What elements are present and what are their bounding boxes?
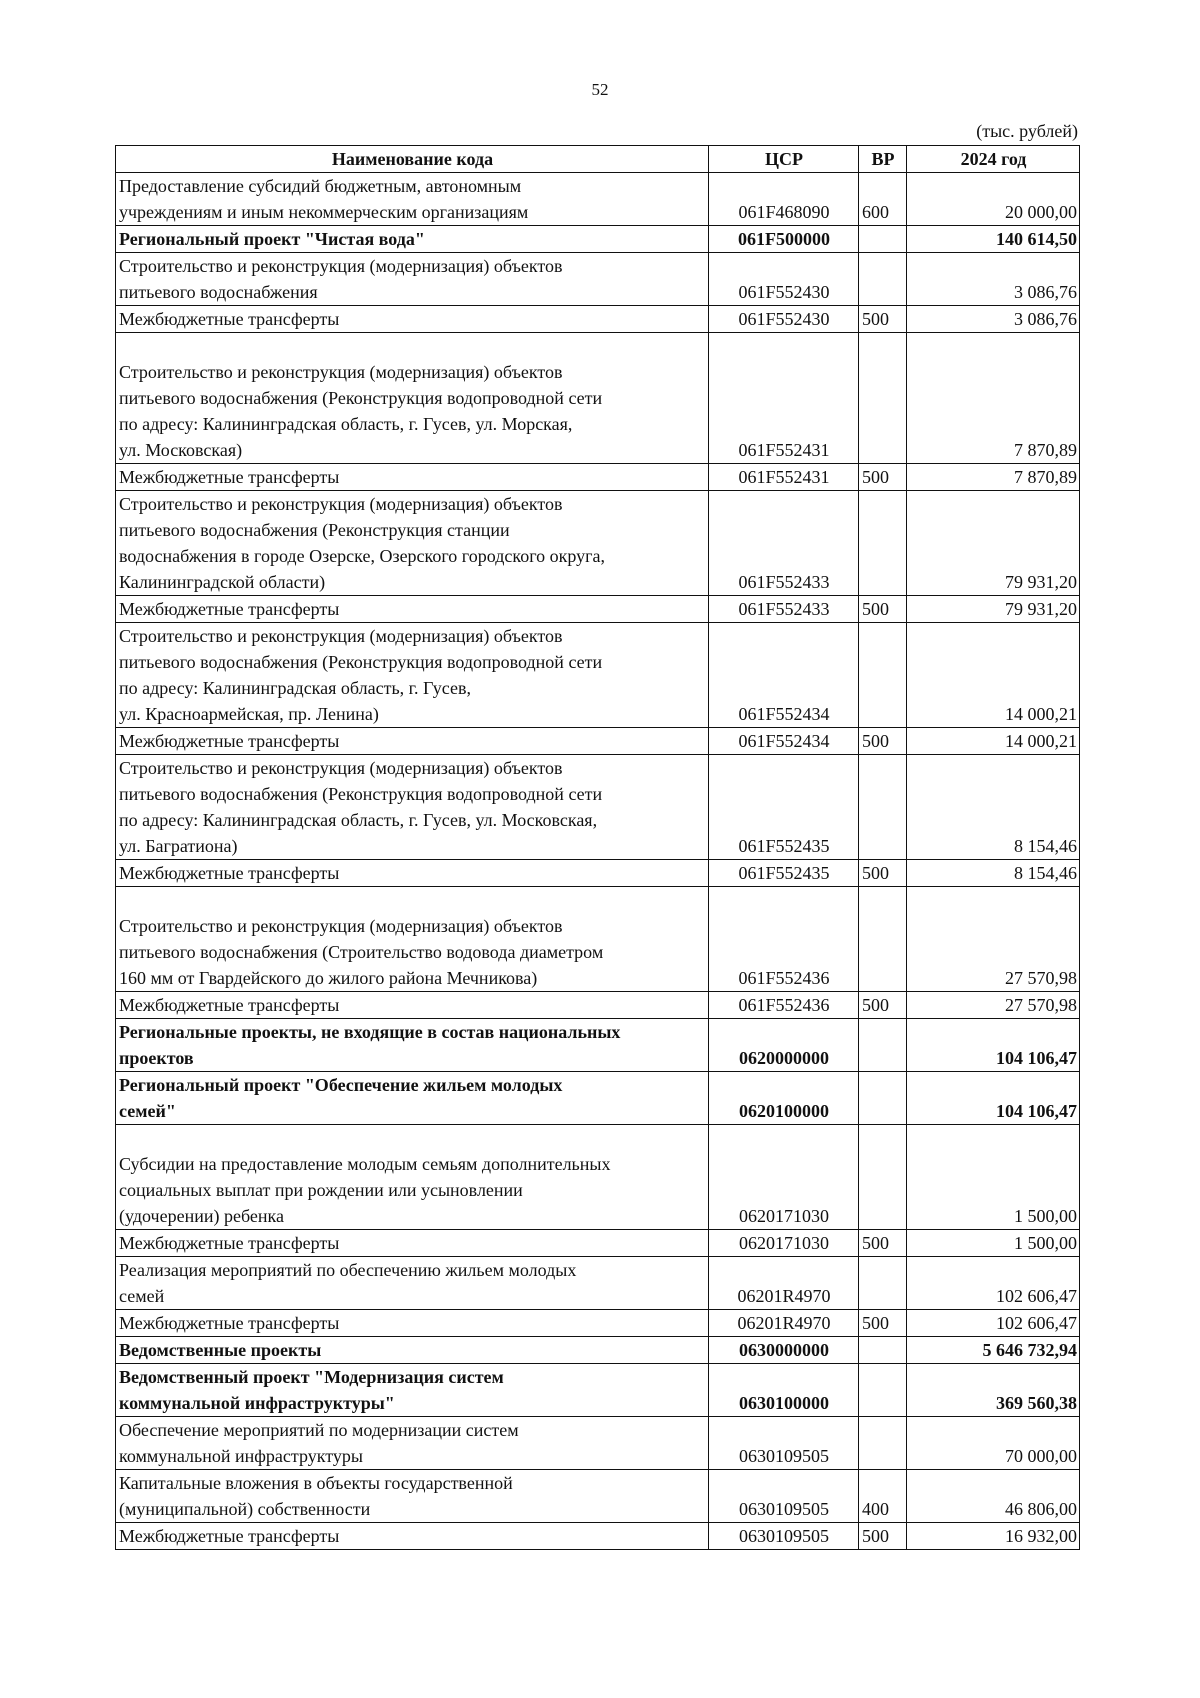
header-sum: 2024 год [907, 146, 1080, 173]
cell-vr [859, 253, 907, 306]
cell-name-line: (удочерении) ребенка [119, 1206, 284, 1226]
cell-name [116, 1337, 709, 1364]
cell-csr: 061F552434 [709, 623, 859, 728]
cell-name-line: Региональные проекты, не входящие в состав национальных [119, 1022, 621, 1042]
cell-csr: 061F468090 [709, 173, 859, 226]
table-row [116, 623, 1080, 728]
cell-sum: 79 931,20 [907, 491, 1080, 596]
cell-name-line: питьевого водоснабжения (Строительство водовода диаметром [119, 942, 604, 962]
cell-csr: 061F552433 [709, 596, 859, 623]
cell-name [116, 1417, 709, 1470]
cell-sum: 5 646 732,94 [907, 1337, 1080, 1364]
cell-sum: 7 870,89 [907, 333, 1080, 464]
cell-name-line: Капитальные вложения в объекты государственной [119, 1473, 513, 1493]
cell-name-line: Обеспечение мероприятий по модернизации систем [119, 1420, 519, 1440]
header-csr: ЦСР [709, 146, 859, 173]
cell-vr [859, 1417, 907, 1470]
cell-name-line: питьевого водоснабжения [119, 282, 318, 302]
budget-table [115, 145, 1080, 1550]
cell-csr: 061F552436 [709, 887, 859, 992]
units-note: (тыс. рублей) [976, 121, 1078, 141]
cell-name [116, 755, 709, 860]
cell-sum: 102 606,47 [907, 1257, 1080, 1310]
cell-csr: 06201R4970 [709, 1310, 859, 1337]
cell-name-line: Межбюджетные трансферты [119, 1526, 340, 1546]
cell-name [116, 1523, 709, 1550]
cell-name-line: Строительство и реконструкция (модернизация) объектов [119, 494, 563, 514]
cell-name [116, 860, 709, 887]
cell-name [116, 253, 709, 306]
cell-name-line: Ведомственные проекты [119, 1340, 322, 1360]
cell-name-line [119, 1125, 706, 1151]
table-row [116, 992, 1080, 1019]
cell-name-line: Строительство и реконструкция (модернизация) объектов [119, 626, 563, 646]
cell-csr: 0630109505 [709, 1523, 859, 1550]
cell-sum: 3 086,76 [907, 253, 1080, 306]
table-row [116, 1125, 1080, 1230]
cell-name [116, 887, 709, 992]
cell-name-line [119, 887, 706, 913]
cell-name-line: коммунальной инфраструктуры" [119, 1393, 395, 1413]
cell-csr: 06201R4970 [709, 1257, 859, 1310]
cell-name-line: по адресу: Калининградская область, г. Гусев, ул. Московская, [119, 810, 598, 830]
cell-vr: 500 [859, 306, 907, 333]
cell-name-line: социальных выплат при рождении или усыновлении [119, 1180, 523, 1200]
table-row [116, 1417, 1080, 1470]
cell-name [116, 1019, 709, 1072]
cell-name-line: Межбюджетные трансферты [119, 995, 340, 1015]
cell-csr: 061F552433 [709, 491, 859, 596]
cell-csr: 0620100000 [709, 1072, 859, 1125]
cell-name [116, 623, 709, 728]
cell-name-line: коммунальной инфраструктуры [119, 1446, 363, 1466]
cell-csr: 0630109505 [709, 1417, 859, 1470]
cell-vr [859, 226, 907, 253]
cell-csr: 061F500000 [709, 226, 859, 253]
cell-name-line: питьевого водоснабжения (Реконструкция станции [119, 520, 510, 540]
table-row [116, 333, 1080, 464]
cell-sum: 27 570,98 [907, 887, 1080, 992]
cell-vr [859, 887, 907, 992]
cell-csr: 061F552435 [709, 755, 859, 860]
cell-sum: 369 560,38 [907, 1364, 1080, 1417]
cell-name-line: Строительство и реконструкция (модернизация) объектов [119, 916, 563, 936]
cell-name-line: семей [119, 1286, 165, 1306]
cell-name-line: питьевого водоснабжения (Реконструкция водопроводной сети [119, 784, 603, 804]
table-row [116, 464, 1080, 491]
cell-vr: 500 [859, 728, 907, 755]
cell-name [116, 1072, 709, 1125]
cell-name [116, 333, 709, 464]
cell-sum: 1 500,00 [907, 1230, 1080, 1257]
cell-name [116, 464, 709, 491]
cell-name-line: учреждениям и иным некоммерческим организациям [119, 202, 529, 222]
cell-name-line: Региональный проект "Чистая вода" [119, 229, 425, 249]
cell-vr: 500 [859, 464, 907, 491]
cell-sum: 27 570,98 [907, 992, 1080, 1019]
cell-name-line: Межбюджетные трансферты [119, 599, 340, 619]
cell-vr: 500 [859, 860, 907, 887]
cell-sum: 20 000,00 [907, 173, 1080, 226]
cell-name-line: Строительство и реконструкция (модернизация) объектов [119, 256, 563, 276]
cell-csr: 0620171030 [709, 1125, 859, 1230]
cell-sum: 70 000,00 [907, 1417, 1080, 1470]
cell-name-line: семей" [119, 1101, 176, 1121]
page-number: 52 [591, 80, 609, 99]
cell-sum: 3 086,76 [907, 306, 1080, 333]
cell-name [116, 306, 709, 333]
cell-name [116, 596, 709, 623]
cell-sum: 7 870,89 [907, 464, 1080, 491]
cell-name-line: Строительство и реконструкция (модернизация) объектов [119, 362, 563, 382]
cell-name [116, 1310, 709, 1337]
table-row [116, 491, 1080, 596]
table-row [116, 728, 1080, 755]
cell-name-line: Межбюджетные трансферты [119, 467, 340, 487]
table-row [116, 1257, 1080, 1310]
cell-sum: 104 106,47 [907, 1019, 1080, 1072]
table-row [116, 1019, 1080, 1072]
cell-vr [859, 491, 907, 596]
table-row [116, 1310, 1080, 1337]
cell-vr: 600 [859, 173, 907, 226]
cell-csr: 0620171030 [709, 1230, 859, 1257]
cell-name-line: питьевого водоснабжения (Реконструкция водопроводной сети [119, 652, 603, 672]
cell-name-line: Межбюджетные трансферты [119, 731, 340, 751]
table-row [116, 887, 1080, 992]
cell-csr: 061F552434 [709, 728, 859, 755]
cell-name-line: ул. Московская) [119, 440, 243, 460]
cell-csr: 061F552436 [709, 992, 859, 1019]
table-body [116, 173, 1080, 1550]
table-header-row [116, 146, 1080, 173]
cell-name-line: Ведомственный проект "Модернизация систем [119, 1367, 504, 1387]
cell-sum: 16 932,00 [907, 1523, 1080, 1550]
cell-vr: 500 [859, 1230, 907, 1257]
cell-name [116, 491, 709, 596]
cell-name [116, 1230, 709, 1257]
cell-name-line: по адресу: Калининградская область, г. Гусев, [119, 678, 471, 698]
cell-sum: 102 606,47 [907, 1310, 1080, 1337]
cell-vr [859, 1072, 907, 1125]
cell-name [116, 992, 709, 1019]
cell-csr: 0630000000 [709, 1337, 859, 1364]
cell-name-line: Межбюджетные трансферты [119, 863, 340, 883]
cell-name-line: ул. Красноармейская, пр. Ленина) [119, 704, 379, 724]
table-row [116, 596, 1080, 623]
cell-vr [859, 333, 907, 464]
cell-sum: 14 000,21 [907, 728, 1080, 755]
cell-vr: 500 [859, 1523, 907, 1550]
cell-vr: 500 [859, 992, 907, 1019]
cell-sum: 14 000,21 [907, 623, 1080, 728]
header-name: Наименование кода [116, 146, 709, 173]
table-row [116, 1230, 1080, 1257]
cell-sum: 1 500,00 [907, 1125, 1080, 1230]
cell-sum: 79 931,20 [907, 596, 1080, 623]
cell-vr [859, 1019, 907, 1072]
cell-name-line: питьевого водоснабжения (Реконструкция водопроводной сети [119, 388, 603, 408]
table-row [116, 860, 1080, 887]
cell-vr [859, 755, 907, 860]
cell-name [116, 1470, 709, 1523]
cell-csr: 061F552431 [709, 464, 859, 491]
cell-vr [859, 1364, 907, 1417]
cell-name-line: Реализация мероприятий по обеспечению жильем молодых [119, 1260, 577, 1280]
cell-name-line: водоснабжения в городе Озерске, Озерского городского округа, [119, 546, 606, 566]
table-row [116, 1072, 1080, 1125]
cell-csr: 061F552435 [709, 860, 859, 887]
cell-vr: 500 [859, 1310, 907, 1337]
cell-name-line: (муниципальной) собственности [119, 1499, 371, 1519]
cell-csr: 061F552430 [709, 306, 859, 333]
cell-vr [859, 1125, 907, 1230]
table-row [116, 253, 1080, 306]
cell-name-line: 160 мм от Гвардейского до жилого района Мечникова) [119, 968, 538, 988]
cell-csr: 0620000000 [709, 1019, 859, 1072]
table-row [116, 755, 1080, 860]
header-vr: ВР [859, 146, 907, 173]
cell-name-line: проектов [119, 1048, 194, 1068]
cell-vr [859, 1337, 907, 1364]
cell-name-line: Предоставление субсидий бюджетным, автономным [119, 176, 522, 196]
table-row [116, 306, 1080, 333]
cell-vr: 400 [859, 1470, 907, 1523]
cell-name-line [119, 333, 706, 359]
cell-vr [859, 1257, 907, 1310]
cell-csr: 061F552430 [709, 253, 859, 306]
cell-name [116, 1125, 709, 1230]
cell-name-line: Строительство и реконструкция (модернизация) объектов [119, 758, 563, 778]
cell-vr [859, 623, 907, 728]
cell-sum: 140 614,50 [907, 226, 1080, 253]
cell-name [116, 728, 709, 755]
cell-name-line: Межбюджетные трансферты [119, 309, 340, 329]
table-row [116, 1337, 1080, 1364]
cell-name [116, 173, 709, 226]
cell-name [116, 1364, 709, 1417]
table-row [116, 173, 1080, 226]
cell-sum: 104 106,47 [907, 1072, 1080, 1125]
table-row [116, 226, 1080, 253]
cell-name-line: Калининградской области) [119, 572, 326, 592]
cell-sum: 8 154,46 [907, 860, 1080, 887]
table-row [116, 1470, 1080, 1523]
cell-name [116, 1257, 709, 1310]
cell-sum: 46 806,00 [907, 1470, 1080, 1523]
cell-name-line: Межбюджетные трансферты [119, 1313, 340, 1333]
cell-name-line: ул. Багратиона) [119, 836, 238, 856]
cell-name-line: Межбюджетные трансферты [119, 1233, 340, 1253]
cell-name-line: по адресу: Калининградская область, г. Гусев, ул. Морская, [119, 414, 573, 434]
cell-name [116, 226, 709, 253]
cell-csr: 061F552431 [709, 333, 859, 464]
cell-vr: 500 [859, 596, 907, 623]
table-row [116, 1364, 1080, 1417]
cell-name-line: Субсидии на предоставление молодым семьям дополнительных [119, 1154, 611, 1174]
cell-name-line: Региональный проект "Обеспечение жильем молодых [119, 1075, 563, 1095]
cell-sum: 8 154,46 [907, 755, 1080, 860]
cell-csr: 0630109505 [709, 1470, 859, 1523]
table-row [116, 1523, 1080, 1550]
cell-csr: 0630100000 [709, 1364, 859, 1417]
